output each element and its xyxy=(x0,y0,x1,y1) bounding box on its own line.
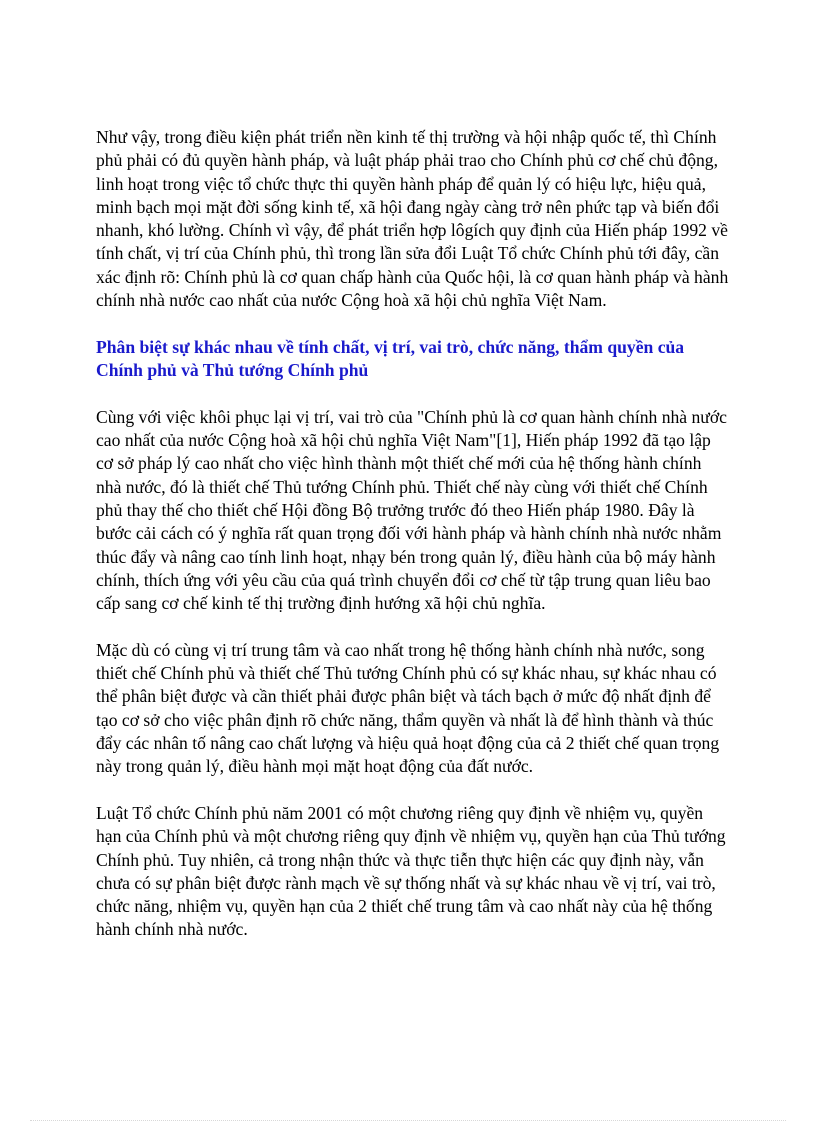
paragraph-3: Mặc dù có cùng vị trí trung tâm và cao nhất trong hệ thống hành chính nhà nước, song thiết chế Chính phủ và thiết chế Thủ tướng Chính phủ có sự khác nhau, sự khác nhau có thể phân biệt được và cần thiết phải được phân biệt và tách bạch ở mức độ nhất định để tạo cơ sở cho việc phân định rõ chức năng, thẩm quyền và nhất là để hình thành và thúc đẩy các nhân tố nâng cao chất lượng và hiệu quả hoạt động của cả 2 thiết chế quan trọng này trong quản lý, điều hành mọi mặt hoạt động của đất nước. xyxy=(96,639,720,777)
paragraph-2: Cùng với việc khôi phục lại vị trí, vai trò của "Chính phủ là cơ quan hành chính nhà nước cao nhất của nước Cộng hoà xã hội chủ nghĩa Việt Nam"[1], Hiến pháp 1992 đã tạo lập cơ sở pháp lý cao nhất cho việc hình thành một thiết chế mới của hệ thống hành chính nhà nước, đó là thiết chế Thủ tướng Chính phủ. Thiết chế này cùng với thiết chế Chính phủ thay thế cho thiết chế Hội đồng Bộ trưởng trước đó theo Hiến pháp 1980. Đây là bước cải cách có ý nghĩa rất quan trọng đối với hành pháp và hành chính nhà nước nhằm thúc đẩy và nâng cao tính linh hoạt, nhạy bén trong quản lý, điều hành của bộ máy hành chính, thích ứng với yêu cầu của quá trình chuyển đổi cơ chế từ tập trung quan liêu bao cấp sang cơ chế kinh tế thị trường định hướng xã hội chủ nghĩa. xyxy=(96,406,727,614)
document-body xyxy=(96,126,730,965)
section-heading: Phân biệt sự khác nhau về tính chất, vị trí, vai trò, chức năng, thẩm quyền của Chính phủ và Thủ tướng Chính phủ xyxy=(96,336,685,381)
page-bottom-edge xyxy=(30,1120,786,1121)
paragraph-1: Như vậy, trong điều kiện phát triển nền kinh tế thị trường và hội nhập quốc tế, thì Chính phủ phải có đủ quyền hành pháp, và luật pháp phải trao cho Chính phủ cơ chế chủ động, linh hoạt trong việc tổ chức thực thi quyền hành pháp để quản lý có hiệu lực, hiệu quả, minh bạch mọi mặt đời sống kinh tế, xã hội đang ngày càng trở nên phức tạp và biến đổi nhanh, khó lường. Chính vì vậy, để phát triển hợp lôgích quy định của Hiến pháp 1992 về tính chất, vị trí của Chính phủ, thì trong lần sửa đổi Luật Tổ chức Chính phủ tới đây, cần xác định rõ: Chính phủ là cơ quan chấp hành của Quốc hội, là cơ quan hành pháp và hành chính nhà nước cao nhất của nước Cộng hoà xã hội chủ nghĩa Việt Nam. xyxy=(96,127,729,311)
paragraph-4: Luật Tổ chức Chính phủ năm 2001 có một chương riêng quy định về nhiệm vụ, quyền hạn của Chính phủ và một chương riêng quy định về nhiệm vụ, quyền hạn của Thủ tướng Chính phủ. Tuy nhiên, cả trong nhận thức và thực tiễn thực hiện các quy định này, vẫn chưa có sự phân biệt được rành mạch về sự thống nhất và sự khác nhau về vị trí, vai trò, chức năng, nhiệm vụ, quyền hạn của 2 thiết chế trung tâm và cao nhất này của hệ thống hành chính nhà nước. xyxy=(96,802,726,940)
